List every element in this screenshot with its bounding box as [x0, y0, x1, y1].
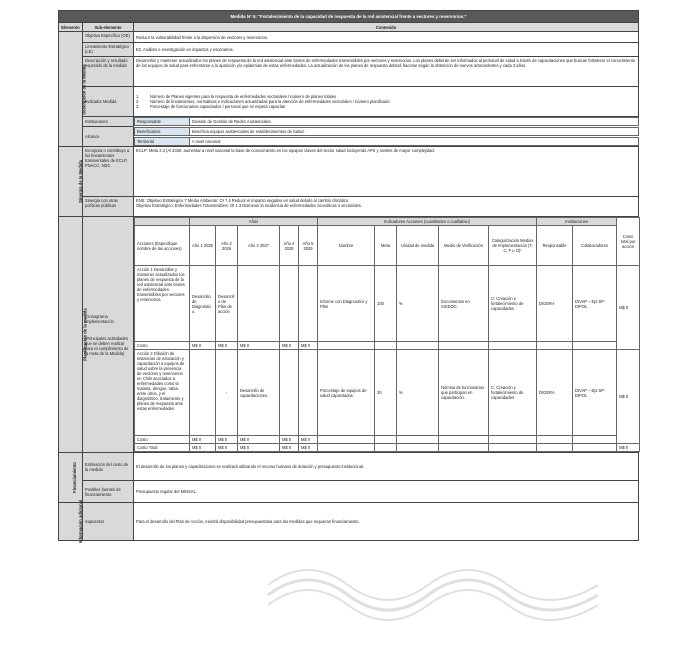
cost-cell: M$ 0 — [280, 342, 299, 350]
cost-cell: M$ 0 — [216, 436, 238, 444]
table-row — [135, 436, 640, 444]
cost-cell: M$ 0 — [190, 444, 216, 452]
cost-cell: M$ 0 — [238, 342, 280, 350]
action-2-total-cost: M$ 0 — [617, 350, 640, 444]
cost-cell: M$ 0 — [280, 444, 299, 452]
category-header: Categorización Medios de Implementación (T, C, F u O)¹ — [489, 226, 537, 266]
header-subelemento: Sub-elemento — [83, 23, 134, 32]
action-2-category: C: Creación y fortalecimiento de capacidades — [489, 350, 537, 436]
synergy-line: Objetivo Estratégico: Enfermedades Transmisibles: OI 1.3 Disminuir la incidencia de enfermedades zoonóticas o vectoriales. — [136, 203, 362, 208]
action-2-verification: Nómina de funcionarios que participan en capacitación. — [439, 350, 489, 436]
beneficiaries-value: Beneficia equipos asistenciales de establecimientos de Salud. — [190, 127, 639, 135]
institutions-header: Instituciones — [537, 218, 617, 226]
le-label: Lineamiento Estratégico (LE) — [83, 43, 134, 57]
territorial-label: Territorial — [135, 137, 190, 145]
cost-cell: M$ 0 — [238, 444, 280, 452]
oe-value: Reducir la vulnerabilidad frente a la dispersión de vectores y reservorios. — [134, 32, 639, 43]
action-1-total-cost: M$ 0 — [617, 266, 640, 350]
le-value: E2. Análisis e investigación en impactos y escenarios. — [134, 43, 639, 57]
action-2-collaborators: DIVAP – Epi SP- DIPOL — [573, 350, 617, 436]
year-2-header: Año 2 2026 — [216, 226, 238, 266]
cost-cell: M$ 0 — [299, 444, 318, 452]
section-sinergia: Sinergia de la Medida — [59, 147, 83, 217]
measure-table — [58, 10, 639, 544]
total-cost-label: Costo Total — [135, 444, 190, 452]
cost-estimate-label: Estimación del costo de la medida — [83, 453, 134, 481]
name-header: Nombre — [318, 226, 375, 266]
institutions-label: Instituciones — [83, 117, 134, 127]
synergy-value — [134, 197, 639, 217]
schedule-note: (Principales actividades que se deben realizar para el cumplimiento de la meta de la Medida) — [85, 335, 129, 356]
responsible-label: Responsable — [135, 118, 190, 126]
header-contenido: Contenido — [134, 23, 639, 32]
description-label: Descripción y resultado esperado de la medida — [83, 57, 134, 87]
action-2-year-3: Desarrollo de capacitaciones. — [238, 350, 280, 436]
measure-title: Medida N° 5: "Fortalecimiento de la capacidad de respuesta de la red asistencial frente a vectores y reservorios." — [59, 11, 639, 23]
indicators-header: Indicadores Acciones (cuantitativo o cualitativo) — [318, 218, 537, 226]
beneficiaries-label: Beneficiarios — [135, 127, 190, 135]
action-plan-table — [134, 217, 640, 452]
action-1-category: C: Creación y fortalecimiento de capacidades — [489, 266, 537, 342]
funding-sources-label: Posibles fuentes de financiamiento — [83, 481, 134, 503]
schedule-label: Cronograma Implementación — [85, 313, 114, 324]
territorial-value: A nivel nacional — [190, 137, 639, 145]
scope-label: Alcance — [83, 127, 134, 147]
table-row — [135, 350, 640, 436]
indicator-item: 2. Número de lineamientos, normativas e indicaciones actualizadas para la atención de enfermedades vectoriales / número planificado — [136, 99, 390, 104]
actions-header: Acciones (Especifique nombre de las acciones) — [135, 226, 190, 266]
indicator-item: 3. Porcentaje de funcionarios capacitados / personal que se espera capacitar — [136, 104, 286, 109]
table-row — [135, 444, 640, 452]
table-row — [135, 342, 640, 350]
year-4-header: Año 4 2028 — [280, 226, 299, 266]
action-2-unit: % — [397, 350, 439, 436]
year-3-header: Año 3 2027 — [238, 226, 280, 266]
cost-cell: M$ 0 — [190, 342, 216, 350]
action-1-year-1: Desarrollo de Diagnóstico. — [190, 266, 216, 342]
section-informacion: Información adicional — [59, 503, 83, 541]
synergy-label: Sinergia con otras políticas públicas — [83, 197, 134, 217]
assumptions-value: Para el desarrollo del Plan de Acción, existirá disponibilidad presupuestaria para las medidas que requieran financiamiento. — [134, 503, 639, 541]
cost-cell: M$ 0 — [216, 444, 238, 452]
action-2-year-2: - — [216, 350, 238, 436]
responsible-header: Responsable — [537, 226, 573, 266]
synergy-line: ENS: Objetivo Estratégico 7 Medio Ambiente: OI 7.4 Reducir el impacto negativo en salud debido al cambio climático. — [136, 198, 350, 203]
action-1-text: Acción 1 Desarrollar y mantener actualizados los planes de respuesta de la red asistencial ante brotes de enfermedades transmisibles por vectores y reservorios. — [135, 266, 190, 342]
action-1-year-2: Desarrollo de Plan de acción — [216, 266, 238, 342]
cost-cell: M$ 0 — [238, 436, 280, 444]
watermark-graphic — [268, 555, 598, 615]
action-2-text: Acción 2 Difusión de instancias de educación y capacitación a equipos de salud sobre la presencia de vectores y reservorios en Chile asociados a enfermedades como la malaria, dengue, rabia, entre otros, y el diagnóstico, tratamiento y planes de respuesta ante estas enfermedades — [135, 350, 190, 436]
document-page — [58, 10, 638, 544]
collaborators-header: Colaboradores — [573, 226, 617, 266]
table-row — [135, 266, 640, 342]
year-5-header: Año 5 2029 — [299, 226, 318, 266]
action-1-unit: % — [397, 266, 439, 342]
cost-label: Costo — [135, 436, 190, 444]
oe-label: Objetivo Específico (OE) — [83, 32, 134, 43]
description-value: Desarrollar y mantener actualizados los planes de respuesta de la red asistencial ante brotes de enfermedades transmisibles por vectores y reservorios. Los planes deberán ser informados al personal de salud a través de capacitaciones que buscan fortalecer el conocimiento de los equipos de salud para enfrentarse a la aparición y/o epidemias de estas enfermedades. La actualización de los planes de respuesta deberá hacerse según la obtención de nuevos antecedentes y cada 3 años. — [134, 57, 639, 87]
schedule-cell — [83, 217, 134, 453]
action-1-verification: Documentos en SISDOC — [439, 266, 489, 342]
indicator-label: Indicador Medida — [83, 87, 134, 117]
cost-cell: M$ 0 — [190, 436, 216, 444]
cost-cell: M$ 0 — [280, 436, 299, 444]
cost-cell: M$ 0 — [216, 342, 238, 350]
section-planificacion: Planificación de la medida — [59, 217, 83, 453]
cost-estimate-value: El desarrollo de los planes y capacitaciones se realizará utilizando el recurso humano de dotación y presupuesto institucional. — [134, 453, 639, 481]
year-1-header: Año 1 2025 — [190, 226, 216, 266]
incorporates-label: Incorpora o contribuye a los lineamientos transversales de ECLP, PNACC, NDC — [83, 147, 134, 197]
total-cost-header: Costo total por acción — [617, 218, 640, 266]
funding-sources-value: Presupuesto regular del MINSAL. — [134, 481, 639, 503]
verification-header: Medio de Verificación — [439, 226, 489, 266]
cost-label: Costo — [135, 342, 190, 350]
action-2-name: Porcentaje de equipos de salud capacitados. — [318, 350, 375, 436]
header-elemento: Elemento — [59, 23, 83, 32]
action-2-responsible: DIGERA — [537, 350, 573, 436]
incorporates-value: ECLP: Meta 2.3 (Al 2030, aumentar a nivel nacional la base de conocimiento en los equipos claves del sector salud incluyendo APS y niveles de mayor complejidad. — [134, 147, 639, 197]
responsible-value: División de Gestión de Redes Asistenciales. — [190, 118, 639, 126]
indicator-item: 1. Número de Planes vigentes para la respuesta de enfermedades vectoriales / número de planes totales — [136, 94, 337, 99]
section-financiamiento: Financiamiento — [59, 453, 83, 503]
action-1-responsible: DIGERA — [537, 266, 573, 342]
action-1-collaborators: DIVAP – Epi SP- DIPOL — [573, 266, 617, 342]
goal-header: Meta — [375, 226, 397, 266]
unit-header: Unidad de medida — [397, 226, 439, 266]
years-header: Años — [190, 218, 318, 226]
cost-cell: M$ 0 — [299, 342, 318, 350]
action-2-goal: 30 — [375, 350, 397, 436]
indicator-list — [134, 87, 639, 117]
action-1-goal: 100 — [375, 266, 397, 342]
action-1-name: Informe con Diagnostico y Plan — [318, 266, 375, 342]
cost-cell: M$ 0 — [299, 436, 318, 444]
section-descripcion: Descripción de la Medida — [59, 32, 83, 147]
assumptions-label: Supuestos — [83, 503, 134, 541]
grand-total-cost: M$ 0 — [617, 444, 640, 452]
